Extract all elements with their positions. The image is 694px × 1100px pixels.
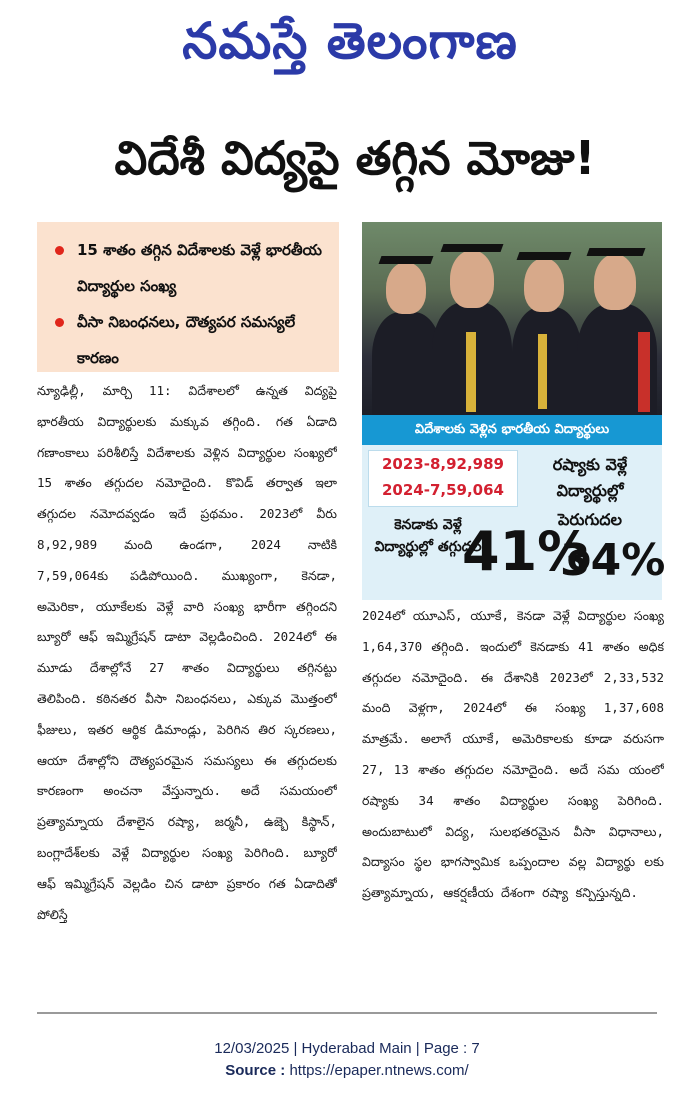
footer-divider	[37, 1012, 657, 1014]
source-label: Source :	[225, 1062, 286, 1079]
newspaper-logo: నమస్తే తెలంగాణ	[182, 11, 518, 70]
bullet-icon	[55, 246, 64, 255]
masthead	[0, 0, 694, 84]
highlight-text: 15 శాతం తగ్గిన విదేశాలకు వెళ్లే భారతీయ విద్యార్థుల సంఖ్య	[77, 241, 322, 295]
year-figures	[368, 450, 518, 507]
source-line	[0, 1060, 694, 1082]
article-left-column: న్యూఢిల్లీ, మార్చి 11: విదేశాలలో ఉన్నత విద్యపై భారతీయ విద్యార్థులకు మక్కువ తగ్గింది. గత ఏడాది గణాంకాలు పరిశీలిస్తే విదేశాలకు వెళ్లిన విద్యార్థుల సంఖ్యలో 15 శాతం తగ్గుదల నమోదైంది. కొవిడ్ తర్వాత ఇలా తగ్గుదల నమోదవ్వడం ఇదే ప్రథమం. 2023లో వీరు 8,92,989 మంది ఉండగా, 2024 నాటికి 7,59,064కు పడిపోయింది. ముఖ్యంగా, కెనడా, అమెరికా, యూకేలకు వెళ్లే వారి సంఖ్య భారీగా తగ్గిందని బ్యూరో ఆఫ్ ఇమ్మిగ్రేషన్ డాటా వెల్లడించింది. 2024లో ఈ మూడు దేశాల్లోనే 27 శాతం విద్యార్థులు తగ్గినట్టు తెలిపింది. కఠినతర వీసా నిబంధనలు, ఎక్కువ మొత్తంలో ఫీజులు, ఇతర ఆర్థిక డిమాండ్లు, పెరిగిన తిర స్కరణలు, ఆయా దేశాల్లోని దౌత్యపరమైన సమస్యలు ఈ తగ్గుదలకు కారణంగా అంచనా వేస్తున్నారు. అదే సమయంలో ప్రత్యామ్నాయ దేశాలైన రష్యా, జర్మనీ, ఉజ్బె కిస్థాన్, బంగ్లాదేశ్‌లకు వెళ్లే విద్యార్థుల సంఖ్య పెరిగింది. బ్యూరో ఆఫ్ ఇమ్మిగ్రేషన్ వెల్లడిం చిన డాటా ప్రకారం గత ఏడాదితో పోలిస్తే	[37, 383, 337, 922]
canada-label: కెనడాకు వెళ్లే విద్యార్థుల్లో తగ్గుదల	[374, 517, 482, 555]
article-right-column: 2024లో యూఎస్, యూకే, కెనడా వెళ్లే విద్యార్థుల సంఖ్య 1,64,370 తగ్గింది. ఇందులో కెనడాకు 41 శాతం అధిక తగ్గుదల నమోదైంది. ఈ దేశానికి 2023లో 2,33,532 మంది వెళ్లగా, 2024లో ఈ సంఖ్య 1,37,608 మాత్రమే. అలాగే యూకే, అమెరికాలకు కూడా వరుసగా 27, 13 శాతం తగ్గుదల నమోదైంది. అదే సమ యంలో రష్యాకు 34 శాతం విద్యార్థుల సంఖ్య పెరిగింది. అందుబాటులో విద్య, సులభతరమైన వీసా విధానాలు, విద్యాసం స్థల భాగస్వామిక ఒప్పందాల వల్ల విద్యార్థు లకు ప్రత్యామ్నాయ, ఆకర్షణీయ దేశంగా రష్యా కన్పిస్తున్నది.	[362, 608, 664, 901]
highlights-box	[37, 222, 339, 372]
infobox-title: విదేశాలకు వెళ్లిన భారతీయ విద్యార్థులు	[362, 415, 662, 445]
year-2023-figure: 2023-8,92,989	[382, 455, 504, 473]
edition-info: 12/03/2025 | Hyderabad Main | Page : 7	[214, 1040, 480, 1057]
russia-percentage: 34%	[560, 535, 666, 586]
canada-percentage: 41%	[462, 520, 592, 583]
bullet-icon	[55, 318, 64, 327]
highlight-text: వీసా నిబంధనలు, దౌత్యపర సమస్యలే కారణం	[77, 313, 296, 367]
footer	[0, 1038, 694, 1082]
russia-change-label: పెరుగుదల	[558, 510, 622, 529]
highlight-item	[55, 232, 329, 304]
source-link[interactable]: https://epaper.ntnews.com/	[289, 1062, 469, 1079]
russia-label: రష్యాకు వెళ్లే విద్యార్థుల్లో	[552, 455, 628, 500]
year-2024-figure: 2024-7,59,064	[382, 481, 504, 499]
graduates-photo	[362, 222, 662, 415]
headline: విదేశీ విద్యపై తగ్గిన మోజు!	[114, 131, 596, 185]
highlight-item	[55, 304, 329, 376]
